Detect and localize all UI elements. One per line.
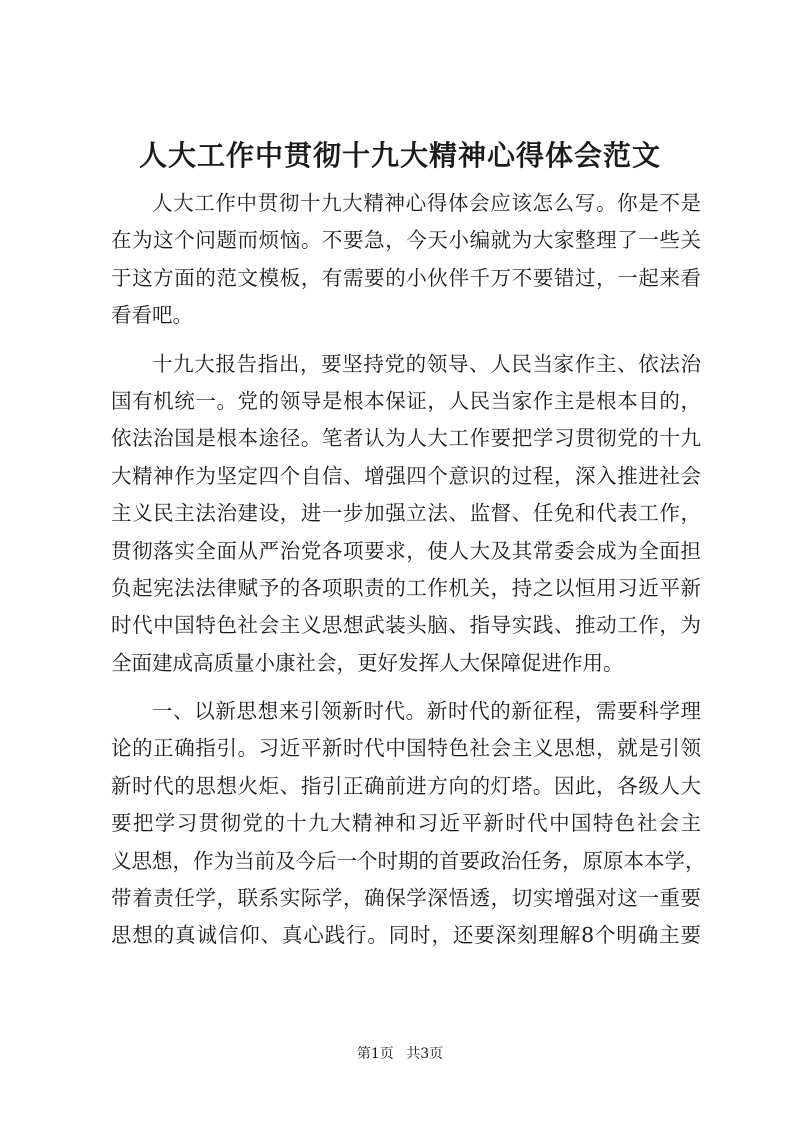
text-line: 看看吧。 bbox=[111, 303, 193, 328]
text-line: 大精神作为坚定四个自信、增强四个意识的过程，深入推进社会 bbox=[111, 463, 701, 488]
page-footer bbox=[0, 1044, 800, 1064]
page-number: 第1页 bbox=[356, 1046, 394, 1062]
text-line: 论的正确指引。习近平新时代中国特色社会主义思想，就是引领 bbox=[111, 736, 701, 761]
text-line: 在为这个问题而烦恼。不要急，今天小编就为大家整理了一些关 bbox=[111, 228, 701, 253]
paragraph-report bbox=[111, 346, 701, 683]
text-line: 一、以新思想来引领新时代。新时代的新征程，需要科学理 bbox=[152, 699, 701, 724]
text-line: 于这方面的范文模板，有需要的小伙伴千万不要错过，一起来看 bbox=[111, 265, 701, 290]
document-title: 人大工作中贯彻十九大精神心得体会范文 bbox=[138, 139, 661, 172]
text-line: 新时代的思想火炬、指引正确前进方向的灯塔。因此，各级人大 bbox=[111, 773, 701, 798]
paragraph-intro bbox=[111, 185, 701, 335]
text-line: 负起宪法法律赋予的各项职责的工作机关，持之以恒用习近平新 bbox=[111, 575, 701, 600]
paragraph-section-one bbox=[111, 693, 706, 955]
text-line: 国有机统一。党的领导是根本保证，人民当家作主是根本目的， bbox=[111, 388, 701, 413]
document-body bbox=[111, 185, 706, 966]
text-line: 全面建成高质量小康社会，更好发挥人大保障促进作用。 bbox=[111, 650, 624, 675]
page-total: 共3页 bbox=[406, 1046, 444, 1062]
text-line: 贯彻落实全面从严治党各项要求，使人大及其常委会成为全面担 bbox=[111, 538, 701, 563]
text-line: 依法治国是根本途径。笔者认为人大工作要把学习贯彻党的十九 bbox=[111, 426, 701, 451]
text-line: 思想的真诚信仰、真心践行。同时，还要深刻理解8个明确主要 bbox=[111, 923, 701, 948]
text-line: 要把学习贯彻党的十九大精神和习近平新时代中国特色社会主 bbox=[111, 811, 701, 836]
text-line: 主义民主法治建设，进一步加强立法、监督、任免和代表工作， bbox=[111, 501, 701, 526]
text-line: 人大工作中贯彻十九大精神心得体会应该怎么写。你是不是 bbox=[152, 191, 701, 215]
text-line: 十九大报告指出，要坚持党的领导、人民当家作主、依法治 bbox=[152, 351, 701, 376]
text-line: 时代中国特色社会主义思想武装头脑、指导实践、推动工作，为 bbox=[111, 613, 701, 638]
text-line: 义思想，作为当前及今后一个时期的首要政治任务，原原本本学， bbox=[111, 848, 706, 873]
text-line: 带着责任学，联系实际学，确保学深悟透，切实增强对这一重要 bbox=[111, 886, 701, 911]
